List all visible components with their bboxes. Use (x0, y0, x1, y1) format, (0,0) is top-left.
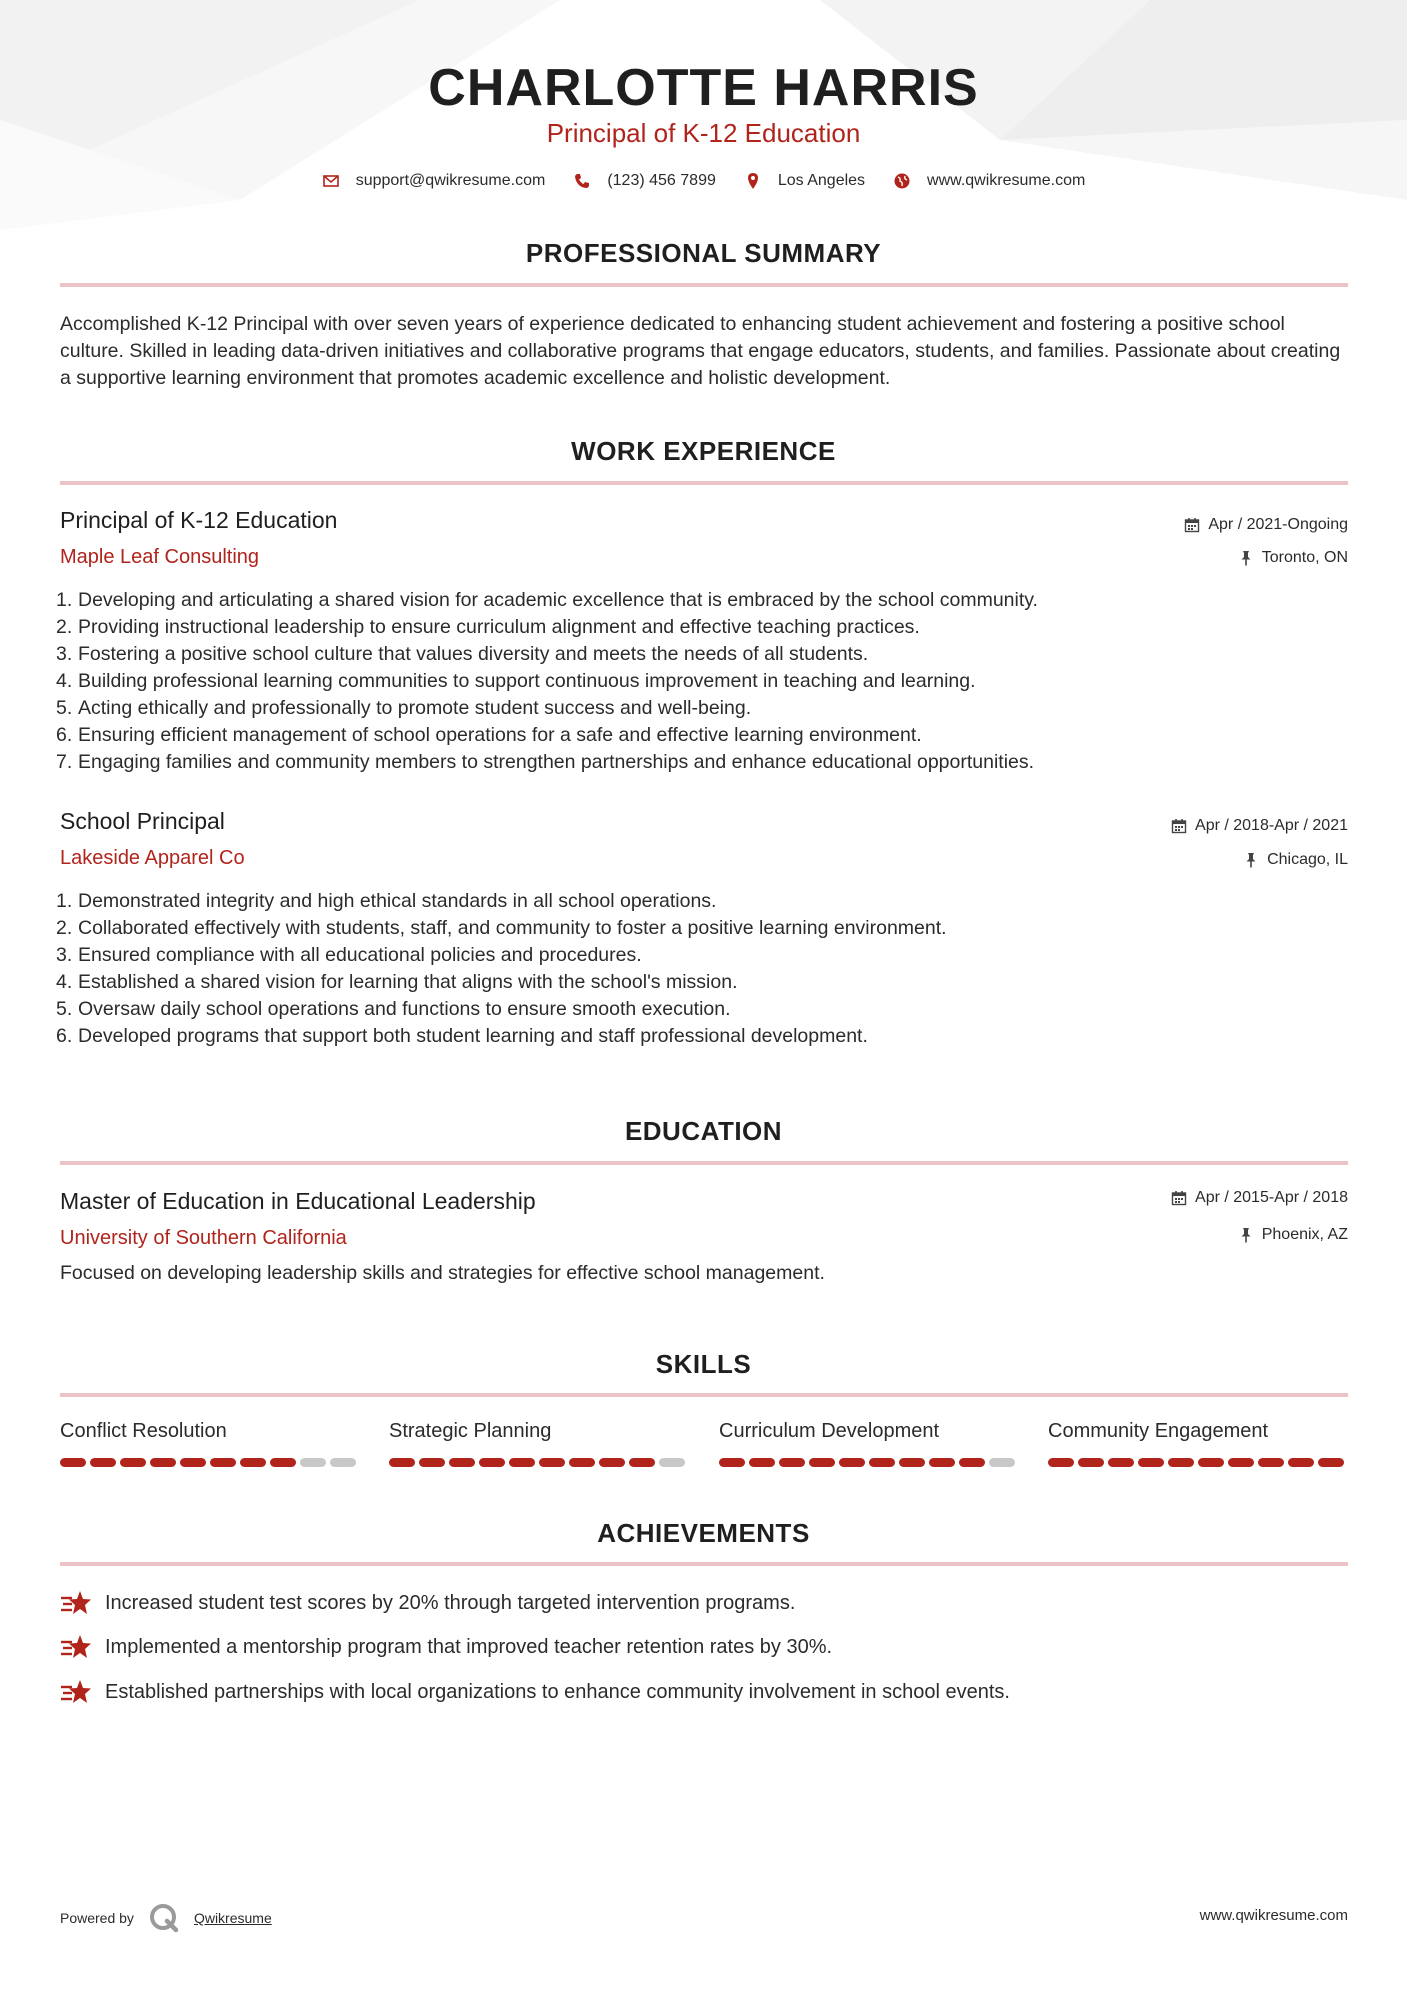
skill-level-segment-filled (479, 1458, 505, 1467)
skill-level-segment-filled (449, 1458, 475, 1467)
education-location (1238, 1226, 1348, 1244)
job-title: School Principal (60, 808, 225, 834)
qwikresume-logo-icon (148, 1902, 180, 1934)
qwikresume-link[interactable]: Qwikresume (193, 1910, 272, 1926)
skill-level-segment-filled (120, 1458, 146, 1467)
skill-level-segment-filled (569, 1458, 595, 1467)
job-location-text: Chicago, IL (1267, 851, 1348, 868)
summary-heading: PROFESSIONAL SUMMARY (525, 238, 882, 268)
map-pin-icon (744, 172, 762, 190)
experience-divider (60, 481, 1348, 485)
skill-level-segment-filled (539, 1458, 565, 1467)
skill-level-segment-filled (1108, 1458, 1134, 1467)
skill-level-segment-filled (1168, 1458, 1194, 1467)
skill-level-segment-empty (659, 1458, 685, 1467)
experience-heading: WORK EXPERIENCE (571, 436, 836, 466)
job-location-text: Toronto, ON (1261, 549, 1348, 566)
shooting-star-icon (60, 1589, 92, 1617)
skills-divider (60, 1393, 1348, 1397)
list-item: 1. Demonstrated integrity and high ethical standards in all school operations. (56, 890, 717, 912)
skill-level-bar (1048, 1458, 1348, 1467)
skill-level-segment-filled (419, 1458, 445, 1467)
skill-label: Community Engagement (1048, 1420, 1269, 1442)
skill-level-bar (719, 1458, 1019, 1467)
list-item: 5. Acting ethically and professionally to promote student success and well-being. (56, 697, 752, 719)
contact-phone-text: (123) 456 7899 (607, 172, 716, 189)
calendar-icon (1171, 818, 1187, 834)
skill-level-segment-filled (1318, 1458, 1344, 1467)
list-item: 4. Building professional learning communities to support continuous improvement in teaching and learning. (56, 670, 976, 692)
skill-level-segment-filled (599, 1458, 625, 1467)
skill-item (389, 1420, 689, 1467)
job-location (1238, 549, 1348, 567)
achievements-heading: ACHIEVEMENTS (597, 1518, 810, 1548)
contact-website[interactable] (893, 172, 1085, 190)
pushpin-icon (1243, 852, 1259, 868)
candidate-role: Principal of K-12 Education (546, 118, 861, 148)
summary-divider (60, 283, 1348, 287)
skill-level-segment-empty (300, 1458, 326, 1467)
skill-level-bar (389, 1458, 689, 1467)
skill-level-segment-filled (60, 1458, 86, 1467)
list-item: 5. Oversaw daily school operations and functions to ensure smooth execution. (56, 998, 731, 1020)
list-item: 2. Providing instructional leadership to ensure curriculum alignment and effective teaching practices. (56, 616, 920, 638)
job-location (1243, 851, 1348, 869)
skill-level-segment-filled (210, 1458, 236, 1467)
job-dates-text: Apr / 2018-Apr / 2021 (1195, 817, 1348, 834)
education-dates-text: Apr / 2015-Apr / 2018 (1195, 1189, 1348, 1206)
skill-level-segment-filled (869, 1458, 895, 1467)
contact-website-text: www.qwikresume.com (927, 172, 1086, 189)
achievement-item (60, 1589, 795, 1617)
job-title: Principal of K-12 Education (60, 507, 338, 533)
list-item: 4. Established a shared vision for learning that aligns with the school's mission. (56, 971, 738, 993)
footer-website[interactable]: www.qwikresume.com (1199, 1907, 1348, 1924)
skill-level-segment-filled (270, 1458, 296, 1467)
job-dates-text: Apr / 2021-Ongoing (1208, 516, 1348, 533)
list-item: 1. Developing and articulating a shared vision for academic excellence that is embraced by the school community. (56, 589, 1038, 611)
list-item: 2. Collaborated effectively with students, staff, and community to foster a positive learning environment. (56, 917, 947, 939)
skill-level-segment-filled (90, 1458, 116, 1467)
phone-icon (573, 172, 591, 190)
skill-label: Curriculum Development (719, 1420, 940, 1442)
education-dates (1171, 1189, 1348, 1207)
contact-bar (0, 172, 1407, 190)
shooting-star-icon (60, 1633, 92, 1661)
job-dates (1171, 817, 1348, 835)
skill-level-segment-empty (989, 1458, 1015, 1467)
skill-level-bar (60, 1458, 360, 1467)
achievement-item (60, 1633, 832, 1661)
skill-item (60, 1420, 360, 1467)
skill-item (1048, 1420, 1348, 1467)
skill-label: Conflict Resolution (60, 1420, 227, 1442)
job-dates (1184, 516, 1348, 534)
skill-level-segment-filled (1048, 1458, 1074, 1467)
education-location-text: Phoenix, AZ (1261, 1226, 1348, 1243)
skill-level-segment-filled (1258, 1458, 1284, 1467)
skill-level-segment-filled (240, 1458, 266, 1467)
skill-level-segment-filled (809, 1458, 835, 1467)
skill-level-segment-filled (389, 1458, 415, 1467)
list-item: 3. Fostering a positive school culture that values diversity and meets the needs of all students. (56, 643, 869, 665)
achievement-text: Implemented a mentorship program that improved teacher retention rates by 30%. (105, 1635, 833, 1658)
skill-level-segment-filled (929, 1458, 955, 1467)
skill-level-segment-filled (180, 1458, 206, 1467)
envelope-icon (322, 172, 340, 190)
skill-level-segment-filled (899, 1458, 925, 1467)
skill-level-segment-filled (1228, 1458, 1254, 1467)
skill-level-segment-filled (1078, 1458, 1104, 1467)
education-description: Focused on developing leadership skills and strategies for effective school management. (60, 1262, 825, 1284)
skill-level-segment-filled (629, 1458, 655, 1467)
contact-location-text: Los Angeles (777, 172, 866, 189)
contact-email-text: support@qwikresume.com (355, 172, 546, 189)
skill-level-segment-filled (1198, 1458, 1224, 1467)
powered-by (60, 1902, 272, 1934)
calendar-icon (1184, 517, 1200, 533)
summary-text: Accomplished K-12 Principal with over seven years of experience dedicated to enhancing student achievement and fostering a positive school culture. Skilled in leading data-driven initiatives and collaborative programs that engage educators, students, and families. Passionate about creating a supportive learning environment that promotes academic excellence and holistic development. (60, 313, 1341, 389)
skill-level-segment-empty (330, 1458, 356, 1467)
education-heading: EDUCATION (624, 1116, 783, 1146)
pushpin-icon (1238, 550, 1254, 566)
job-company: Lakeside Apparel Co (60, 847, 245, 869)
globe-icon (893, 172, 911, 190)
contact-location (744, 172, 865, 190)
contact-phone[interactable] (573, 172, 716, 190)
skill-level-segment-filled (1138, 1458, 1164, 1467)
achievement-text: Established partnerships with local organizations to enhance community involvement in school events. (105, 1680, 1010, 1703)
education-divider (60, 1161, 1348, 1165)
skills-heading: SKILLS (655, 1349, 752, 1379)
skill-level-segment-filled (839, 1458, 865, 1467)
job-company: Maple Leaf Consulting (60, 546, 260, 568)
skill-level-segment-filled (1288, 1458, 1314, 1467)
skill-level-segment-filled (959, 1458, 985, 1467)
list-item: 7. Engaging families and community members to strengthen partnerships and enhance educational opportunities. (56, 751, 1035, 773)
education-degree: Master of Education in Educational Leadership (60, 1188, 536, 1214)
achievements-divider (60, 1562, 1348, 1566)
powered-by-label: Powered by (60, 1910, 134, 1926)
achievement-item (60, 1678, 1010, 1706)
list-item: 3. Ensured compliance with all educational policies and procedures. (56, 944, 642, 966)
skill-level-segment-filled (509, 1458, 535, 1467)
pushpin-icon (1238, 1227, 1254, 1243)
job-duties-list (56, 888, 1320, 1050)
shooting-star-icon (60, 1678, 92, 1706)
skill-level-segment-filled (150, 1458, 176, 1467)
education-school: University of Southern California (60, 1227, 347, 1249)
skill-item (719, 1420, 1019, 1467)
skill-level-segment-filled (719, 1458, 745, 1467)
skill-level-segment-filled (749, 1458, 775, 1467)
calendar-icon (1171, 1190, 1187, 1206)
skill-label: Strategic Planning (389, 1420, 552, 1442)
job-duties-list (56, 587, 1320, 776)
list-item: 6. Ensuring efficient management of school operations for a safe and effective learning environment. (56, 724, 922, 746)
candidate-name: CHARLOTTE HARRIS (428, 59, 979, 117)
skill-level-segment-filled (779, 1458, 805, 1467)
contact-email[interactable] (322, 172, 546, 190)
list-item: 6. Developed programs that support both student learning and staff professional development. (56, 1025, 868, 1047)
achievement-text: Increased student test scores by 20% through targeted intervention programs. (105, 1591, 796, 1614)
